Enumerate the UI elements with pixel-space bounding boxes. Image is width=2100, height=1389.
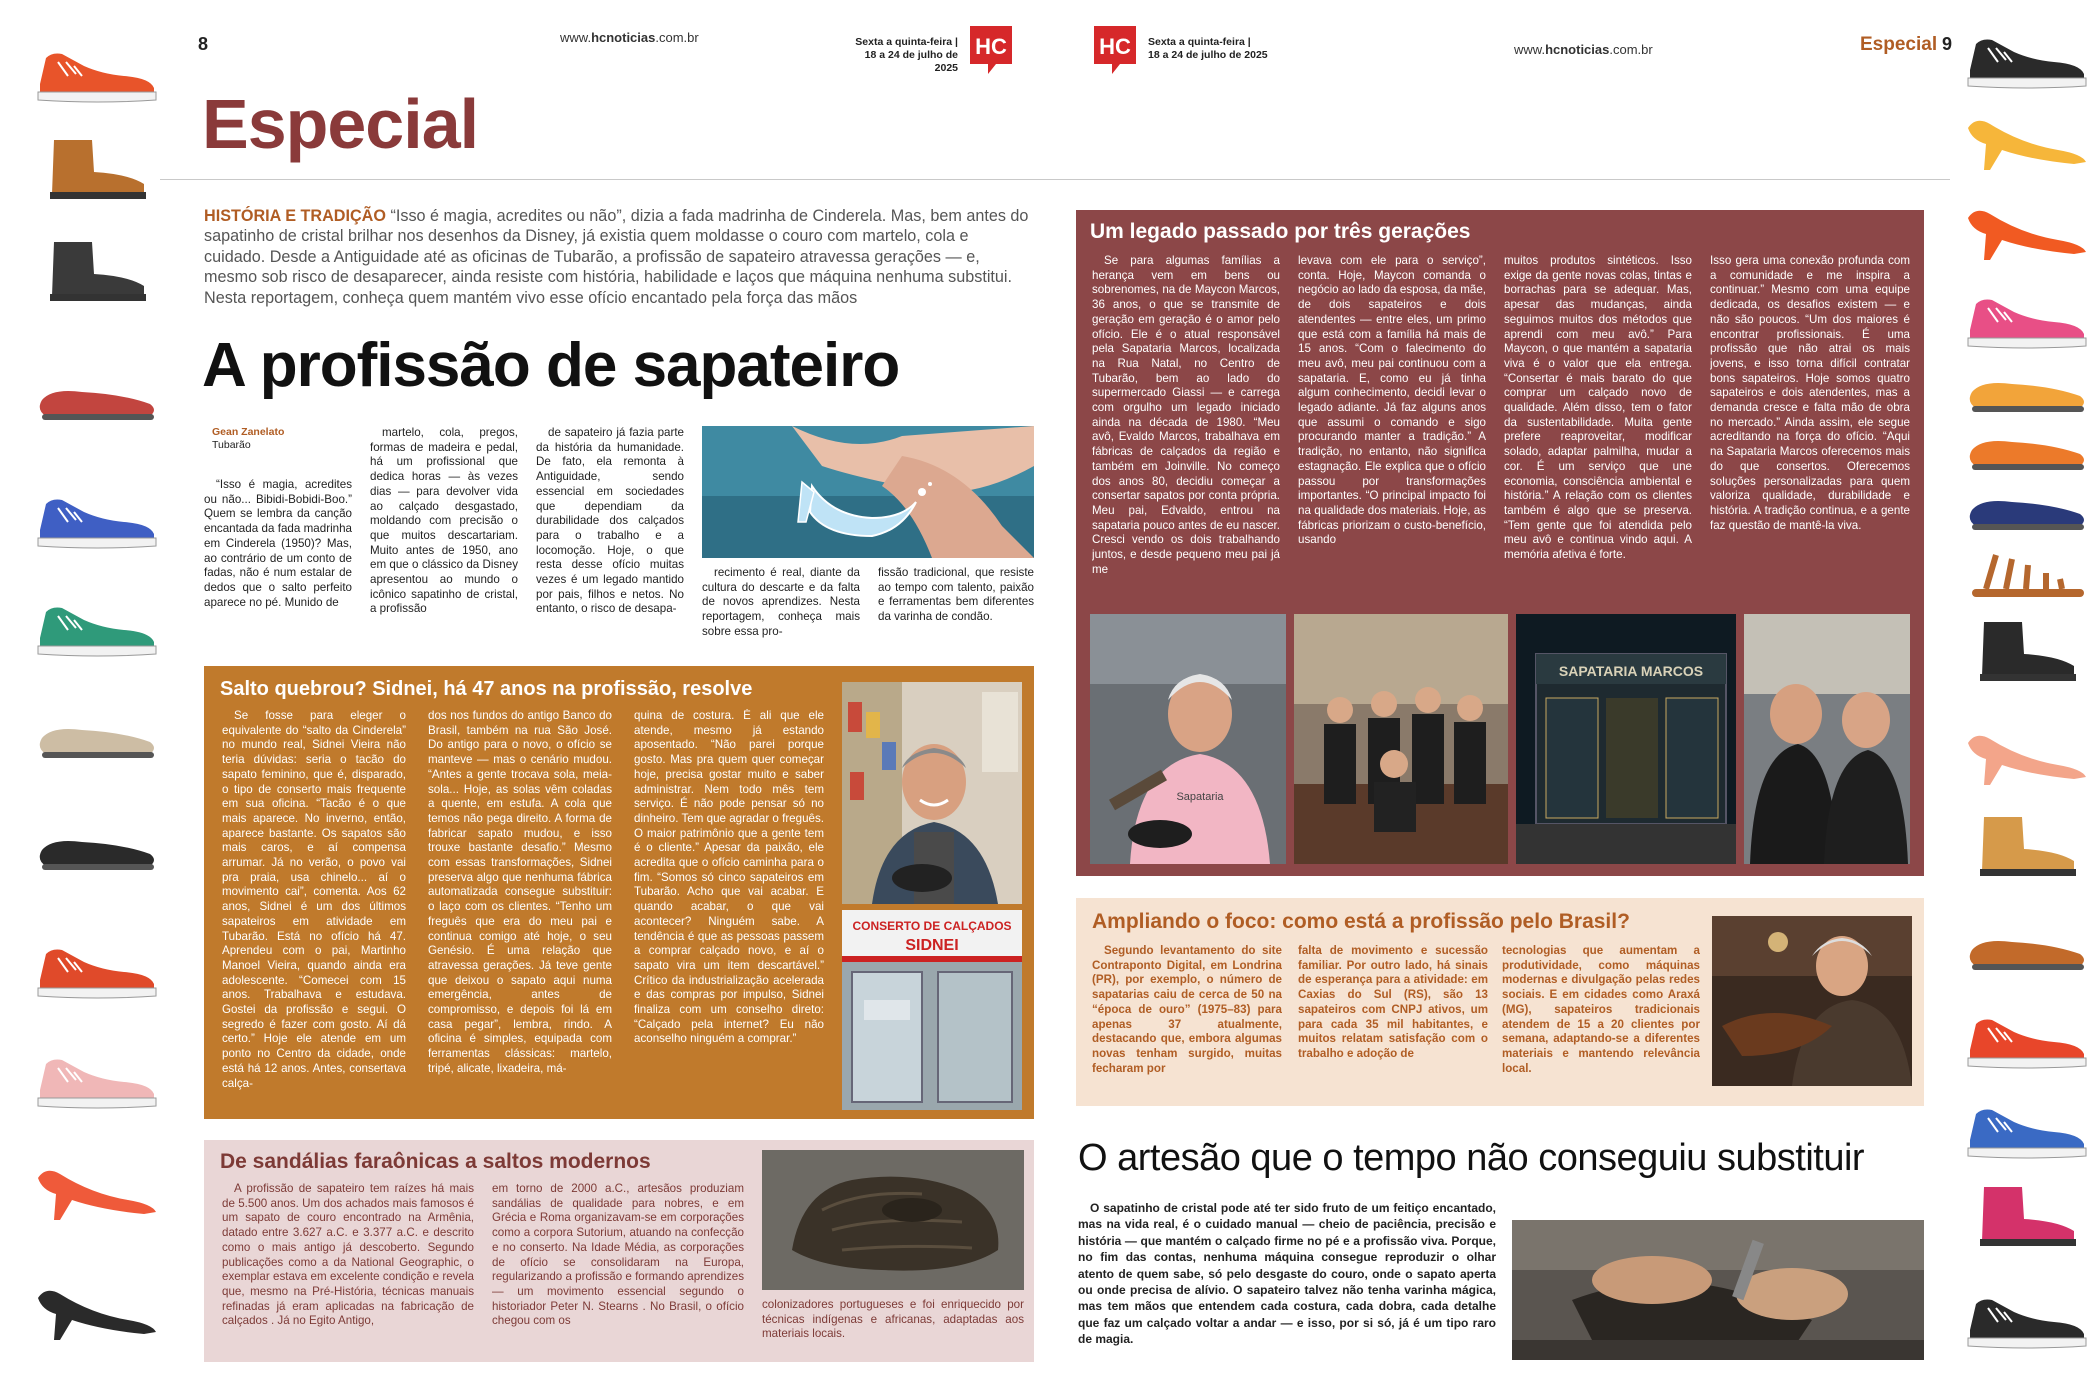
logo-text: HC bbox=[975, 34, 1007, 59]
site-name: hcnoticias bbox=[591, 30, 656, 45]
main-col-1-text: “Isso é magia, acredites ou não... Bibidi-Bobidi-Boo.” Quem se lembra da canção encantada da fada madrinha em Cinderela (1950)? Mas, ao contrário de um conto de fadas, não é num estalar de dedos que o salto perfeito aparece no pé. Munido de bbox=[204, 478, 352, 609]
section-title: Especial bbox=[202, 85, 479, 163]
sandals-col-3-text: colonizadores portugueses e foi enriquecido por técnicas indígenas e africanas, adaptadas aos materiais locais. bbox=[762, 1298, 1024, 1341]
sidnei-col-1 bbox=[222, 709, 406, 1109]
main-col-3-text: de sapateiro já fazia parte da história da humanidade. De fato, ela remonta à Antiguidade, sendo essencial em sociedades que dependiam da durabilidade dos calçados para o trabalho e a locomoção. Hoje, o que resta desse ofício muitas vezes é um legado mantido por pais, filhos e netos. No entanto, o risco de desapa- bbox=[536, 426, 684, 616]
date-line-2-right: 18 a 24 de julho de 2025 bbox=[1148, 49, 1268, 61]
sandals-col-1 bbox=[222, 1182, 474, 1354]
ampliando-col-3-text: tecnologias que aumentam a produtividade, como máquinas modernas e divulgação pelas redes sociais. E em cidades como Araxá (MG), sapateiros tradicionais atendem de 15 a 20 clientes por semana, adaptando-se a diferentes materiais e mantendo relevância local. bbox=[1502, 944, 1700, 1075]
blue-sneaker-icon bbox=[32, 490, 162, 552]
site-name-right: hcnoticias bbox=[1545, 42, 1610, 57]
main-col-5-text: fissão tradicional, que resiste ao tempo com talento, paixão e ferramentas bem diferentes da varinha de condão. bbox=[878, 566, 1034, 624]
site-suffix-right: .com.br bbox=[1609, 42, 1653, 57]
sign-line-1: CONSERTO DE CALÇADOS bbox=[852, 919, 1012, 933]
header-rule bbox=[160, 179, 1950, 180]
legado-col-1-text: Se para algumas famílias a herança vem em bens ou sobrenomes, na de Maycon Marcos, 36 anos, o que se transmite de geração em geração é o amor pelo ofício. Ele é o atual responsável pela Sapataria Marcos, localizada na Rua Natal, no Centro de Tubarão, bem ao lado do supermercado Giassi — e carrega com orgulho um legado iniciado ainda na década de 1980. “Meu avô, Evaldo Marcos, trabalhava em fábricas de calçados da região e também em Joinville. No começo dos anos 80, decidiu começar a consertar sapatos por conta própria. Meu pai, Edvaldo, entrou na sapataria pouco antes de eu nascer. Cresci vendo os dois trabalhando juntos, e desde pequeno meu pai já me bbox=[1092, 254, 1280, 576]
red-high-top-sneaker-icon bbox=[32, 44, 162, 106]
brown-gladiator-sandal-icon bbox=[1962, 545, 2092, 607]
ancient-leather-shoe-photo bbox=[762, 1150, 1024, 1290]
main-headline: A profissão de sapateiro bbox=[202, 331, 900, 400]
cinderella-glass-slipper-image bbox=[702, 426, 1034, 558]
legado-col-3 bbox=[1504, 254, 1692, 606]
hands-hammering-shoe-photo bbox=[1512, 1220, 1924, 1360]
main-col-2-text: martelo, cola, pregos, formas de madeira e pedal, há um profissional que dedica horas — às vezes dias — para devolver vida ao calçado desgastado, moldando com precisão o que muitos descartariam. Muito antes de 1950, ano em que o clássico da Disney apresentou ao mundo o icônico sapatinho de cristal, a profissão bbox=[370, 426, 518, 616]
orange-flip-flop-icon bbox=[1962, 420, 2092, 482]
sandals-col-3 bbox=[762, 1298, 1024, 1356]
ampliando-col-1-text: Segundo levantamento do site Contraponto Digital, em Londrina (PR), por exemplo, o número de sapatarias caiu de cerca de 50 na “época de ouro” (1975–83) para apenas 37 atualmente, destacando que, embora algumas novas tenham surgido, muitas fecharam por bbox=[1092, 944, 1282, 1075]
maycon-and-edvaldo-photo bbox=[1744, 614, 1910, 864]
sidnei-title: Salto quebrou? Sidnei, há 47 anos na profissão, resolve bbox=[220, 678, 753, 700]
sidnei-col-1-text: Se fosse para eleger o equivalente do “salto da Cinderela” no mundo real, Sidnei Vieira não teria dúvidas: seria o tacão do sapato feminino, que é, disparado, o tipo de conserto mais frequente em sua oficina. “Tacão é o que mais aparece. No inverno, então, aparece bastante. Os sapatos são mais caros, e aí compensa arrumar. Já no verão, o povo vai pra praia, usa chinelo... aí o movimento cai”, comenta. Aos 62 anos, Sidnei é um dos últimos sapateiros em atividade em Tubarão. Está no ofício há 47. Aprendeu com o pai, Martinho Manoel Vieira, quando ainda era adolescente. “Comecei com 15 anos. Trabalhava e estudava. Gostei da profissão e segui. O segredo é fazer com gosto. Aí dá certo.” Hoje ele atende em um ponto no Centro da cidade, onde está há 12 anos. Antes, consertava calça- bbox=[222, 709, 406, 1090]
main-article-col-4 bbox=[702, 566, 860, 654]
blue-sneaker-icon bbox=[1962, 1100, 2092, 1162]
cobbler-workshop-photo bbox=[1712, 916, 1912, 1086]
date-line-1-right: Sexta a quinta-feira | bbox=[1148, 36, 1251, 48]
main-article-col-5 bbox=[878, 566, 1034, 654]
ampliando-col-1 bbox=[1092, 944, 1282, 1096]
sidnei-col-3 bbox=[634, 709, 824, 1109]
orange-ballet-flat-icon bbox=[1962, 362, 2092, 424]
section-label-right: Especial bbox=[1860, 34, 1938, 55]
date-line-1: Sexta a quinta-feira | bbox=[855, 36, 958, 48]
sidnei-col-2-text: dos nos fundos do antigo Banco do Brasil, também na rua São José. Do antigo para o novo, o ofício se manteve — mas o cenário mudou. “Antes a gente trocava sola, meia-sola... Hoje, as solas vêm coladas a quente, em estufa. A cola que temos não pega direito. A forma de fabricar sapato mudou, e isso trouxe bastante desafio.” Mesmo com essas transformações, Sidnei preserva algo que nenhuma fábrica automatizada consegue substituir: o laço com os clientes. “Tenho um freguês que era do meu pai e continua comigo até hoje, o seu Genésio. É uma relação que atravessa gerações. Já teve gente que deixou o sapato aqui numa emergência, antes de compromisso, e depois foi lá em casa pegar”, lembra, rindo. A oficina é simples, equipada com ferramentas clássicas: martelo, tripé, alicate, lixadeira, má- bbox=[428, 709, 612, 1075]
sidnei-col-2 bbox=[428, 709, 612, 1109]
legado-col-3-text: muitos produtos sintéticos. Isso exige da gente novas colas, tintas e borrachas para se adequar. Mas, apesar das mudanças, ainda seguimos muitos dos métodos que aprendi com meu avô.” Para Maycon, o que mantém a sapataria viva é o valor que ela entrega. “Consertar é mais barato do que comprar um calçado novo de qualidade. Além disso, tem o fator da sustentabilidade. Muita gente prefere reaproveitar, modificar solado, adaptar palmilha, mudar a cor. É um serviço que une economia, consciência ambiental e história.” A relação com os clientes também é algo que se preserva. “Tem gente que foi atendida pelo meu avô e continua vindo aqui. A memória afetiva é forte. bbox=[1504, 254, 1692, 562]
red-oxford-shoe-icon bbox=[32, 370, 162, 432]
sapataria-storefront-photo bbox=[1516, 614, 1736, 864]
hc-logo-left[interactable] bbox=[966, 22, 1016, 76]
site-suffix: .com.br bbox=[655, 30, 699, 45]
sidnei-portrait-photo bbox=[842, 682, 1022, 904]
main-article-col-3 bbox=[536, 426, 684, 654]
black-skate-shoe-icon bbox=[1962, 1290, 2092, 1352]
intro-text: “Isso é magia, acredites ou não”, dizia a fada madrinha de Cinderela. Mas, bem antes do sapatinho de cristal brilhar nos desenhos da Disney, já existia quem moldasse o couro com martelo, cola e cuidado. Desde a Antiguidade até as oficinas de Tubarão, a profissão de sapateiro atravessa gerações — e, mesmo sob risco de desaparecer, ainda resiste com história, habilidade e laços que máquina nenhuma substitui. Nesta reportagem, conheça quem mantém vivo esse ofício encantado pela força das mãos bbox=[204, 207, 1029, 307]
sidnei-col-3-text: quina de costura. É ali que ele atende, mesmo já estando aposentado. “Não parei porque gosto. Mas pra quem quer começar hoje, precisa gostar muito e saber administrar. Nem todo mês tem serviço. É não pode pensar só no dinheiro. Tem que agradar o freguês. O maior patrimônio que a gente tem é o cliente.” Apesar da paixão, ele acredita que o ofício caminha para o fim. “Somos só cinco sapateiros em Tubarão. Acho que vai acabar. E quando acabar, o que vai acontecer? Ninguém sabe. A tendência é que as pessoas passem a comprar calçado novo, e aí o sapato vira um item descartável.” Crítico da industrialização acelerada e das compras por impulso, Sidnei finaliza com um conselho direto: “Calçado pela internet? Eu não aconselho ninguém a comprar.” bbox=[634, 709, 824, 1046]
hc-logo-right[interactable] bbox=[1090, 22, 1140, 76]
black-sneaker-icon bbox=[1962, 30, 2092, 92]
logo-text-right: HC bbox=[1099, 34, 1131, 59]
legado-col-1 bbox=[1092, 254, 1280, 606]
sandals-col-1-text: A profissão de sapateiro tem raízes há mais de 5.500 anos. Um dos achados mais famosos é um sapato de couro encontrado na Armênia, datado entre 3.627 a.C. e 3.377 a.C. e descrito como o mais antigo já descoberto. Segundo publicações como a da National Geographic, o exemplar estava em excelente condição e revela que, mesmo na Pré-História, técnicas manuais refinadas já eram aplicadas na fabricação de calçados . Já no Egito Antigo, bbox=[222, 1182, 474, 1328]
marcos-family-team-photo bbox=[1294, 614, 1508, 864]
intro-kicker: HISTÓRIA E TRADIÇÃO bbox=[204, 207, 386, 225]
yellow-wedge-sandal-icon bbox=[1962, 110, 2092, 172]
ampliando-col-2 bbox=[1298, 944, 1488, 1096]
date-line-2: 18 a 24 de julho de 2025 bbox=[864, 49, 958, 74]
black-platform-shoe-icon bbox=[32, 820, 162, 882]
storefront-sign: SAPATARIA MARCOS bbox=[1558, 663, 1704, 679]
byline-name: Gean Zanelato bbox=[212, 426, 285, 438]
artesao-text bbox=[1078, 1200, 1496, 1362]
date-block-right bbox=[1148, 36, 1268, 62]
navy-loafer-icon bbox=[1962, 480, 2092, 542]
shirt-text: Sapataria bbox=[1176, 791, 1224, 803]
site-url-right[interactable] bbox=[1514, 42, 1653, 57]
brown-ankle-boot-icon bbox=[32, 138, 162, 200]
orange-platform-heel-icon bbox=[1962, 200, 2092, 262]
sandals-col-2-text: em torno de 2000 a.C., artesãos produziam sandálias de qualidade para nobres, e em Grécia e Roma organizavam-se em corporações como a corpora Sutorium, atuando na confecção e no conserto. Na Idade Média, as corporações de ofício se consolidaram na Europa, regularizando a profissão e formando aprendizes — um movimento essencial segundo o historiador Peter N. Stearns . No Brasil, o ofício chegou com os bbox=[492, 1182, 744, 1328]
black-chelsea-boot-icon bbox=[32, 240, 162, 302]
artesao-text-body: O sapatinho de cristal pode até ter sido fruto de um feitiço encantado, mas na vida real, é o cuidado manual — cheio de paciência, precisão e história — que mantém o calçado firme no pé e a profissão viva. Porque, no fim das contas, nenhuma máquina consegue reproduzir o olhar atento de quem sabe, só pelo desgaste do couro, onde o sapato aperta ou onde precisa de alívio. O sapateiro talvez não tenha varinha mágica, mas tem mãos que entendem cada costura, cada dobra, cada detalhe que faz um calçado voltar a andar — e isso, por si só, já é um tipo raro de magia. bbox=[1078, 1201, 1496, 1347]
legado-col-2 bbox=[1298, 254, 1486, 606]
date-block-left bbox=[840, 36, 958, 75]
sandals-col-2 bbox=[492, 1182, 744, 1354]
main-article-col-1 bbox=[204, 478, 352, 654]
page-number-right: 9 bbox=[1942, 34, 1953, 54]
red-stiletto-icon bbox=[32, 1160, 162, 1222]
tan-ugg-boot-icon bbox=[1962, 815, 2092, 877]
legado-col-4-text: Isso gera uma conexão profunda com a comunidade e me inspira a continuar.” Mesmo com uma equipe dedicada, os desafios existem — e não são poucos. “Um dos maiores é encontrar profissionais. É uma profissão que não atrai os mais jovens, e isso torna difícil contratar bons sapateiros. Hoje somos quatro sapateiros e dois atendentes, mas a demanda cresce e falta mão de obra no mercado.” Ainda assim, ele segue acreditando na força do ofício. “Aqui na Sapataria Marcos oferecemos mais do que consertos. Oferecemos soluções personalizadas para quem valoriza qualidade, durabilidade e história. A tradição continua, e a gente faz questão de mantê-la viva. bbox=[1710, 254, 1910, 532]
main-col-4-text: recimento é real, diante da cultura do descarte e da falta de novos aprendizes. Nesta reportagem, conheça mais sobre essa pro- bbox=[702, 566, 860, 638]
byline bbox=[212, 426, 284, 452]
magenta-ankle-boot-icon bbox=[1962, 1185, 2092, 1247]
green-pink-sneaker-icon bbox=[32, 598, 162, 660]
beige-loafer-icon bbox=[32, 708, 162, 770]
black-boot-icon bbox=[1962, 620, 2092, 682]
sidnei-shop-sign-photo bbox=[842, 910, 1022, 1110]
black-t-strap-heel-icon bbox=[32, 1280, 162, 1342]
red-converse-icon bbox=[1962, 1010, 2092, 1072]
brown-oxford-icon bbox=[1962, 920, 2092, 982]
legado-col-4 bbox=[1710, 254, 1910, 606]
byline-place: Tubarão bbox=[212, 439, 251, 451]
sandals-title: De sandálias faraônicas a saltos modernos bbox=[220, 1150, 651, 1173]
site-prefix: www. bbox=[560, 30, 592, 45]
site-url-left[interactable] bbox=[560, 30, 699, 45]
intro-paragraph bbox=[204, 206, 1034, 308]
legado-title: Um legado passado por três gerações bbox=[1090, 220, 1471, 243]
ampliando-title: Ampliando o foco: como está a profissão pelo Brasil? bbox=[1092, 910, 1630, 933]
artesao-headline: O artesão que o tempo não conseguiu substituir bbox=[1078, 1137, 1865, 1179]
peach-pump-icon bbox=[1962, 725, 2092, 787]
pink-white-sneaker-icon bbox=[32, 1050, 162, 1112]
main-article-col-2 bbox=[370, 426, 518, 654]
ampliando-col-2-text: falta de movimento e sucessão familiar. Por outro lado, há sinais de esperança para a atividade: em Caxias do Sul (RS), são 13 sapateiros com CNPJ ativos, um para cada 35 mil habitantes, e muitos relatam satisfação com o trabalho e adoção de bbox=[1298, 944, 1488, 1060]
evaldo-grandfather-photo bbox=[1090, 614, 1286, 864]
sign-line-2: SIDNEI bbox=[905, 937, 959, 954]
page-number-left: 8 bbox=[198, 34, 209, 54]
legado-col-2-text: levava com ele para o serviço”, conta. Hoje, Maycon comanda o negócio ao lado da esposa, da mãe, de dois sapateiros e dois atendentes — entre eles, um primo que está com a família há mais de 15 anos. “Com o falecimento do meu avô, meu pai continuou com a sapataria. E, como eu já tinha algum conhecimento, decidi levar o legado adiante. Já faz alguns anos que assumi o comando e sigo procurando manter a tradição.” A tradição, no entanto, não significa estagnação. Ele explica que o ofício passou por transformações importantes. “O principal impacto foi na qualidade dos materiais. Hoje, as fábricas priorizam o custo-benefício, usando bbox=[1298, 254, 1486, 547]
pink-running-shoe-icon bbox=[1962, 290, 2092, 352]
orange-high-top-sneaker-icon bbox=[32, 940, 162, 1002]
site-prefix-right: www. bbox=[1514, 42, 1546, 57]
ampliando-col-3 bbox=[1502, 944, 1700, 1096]
